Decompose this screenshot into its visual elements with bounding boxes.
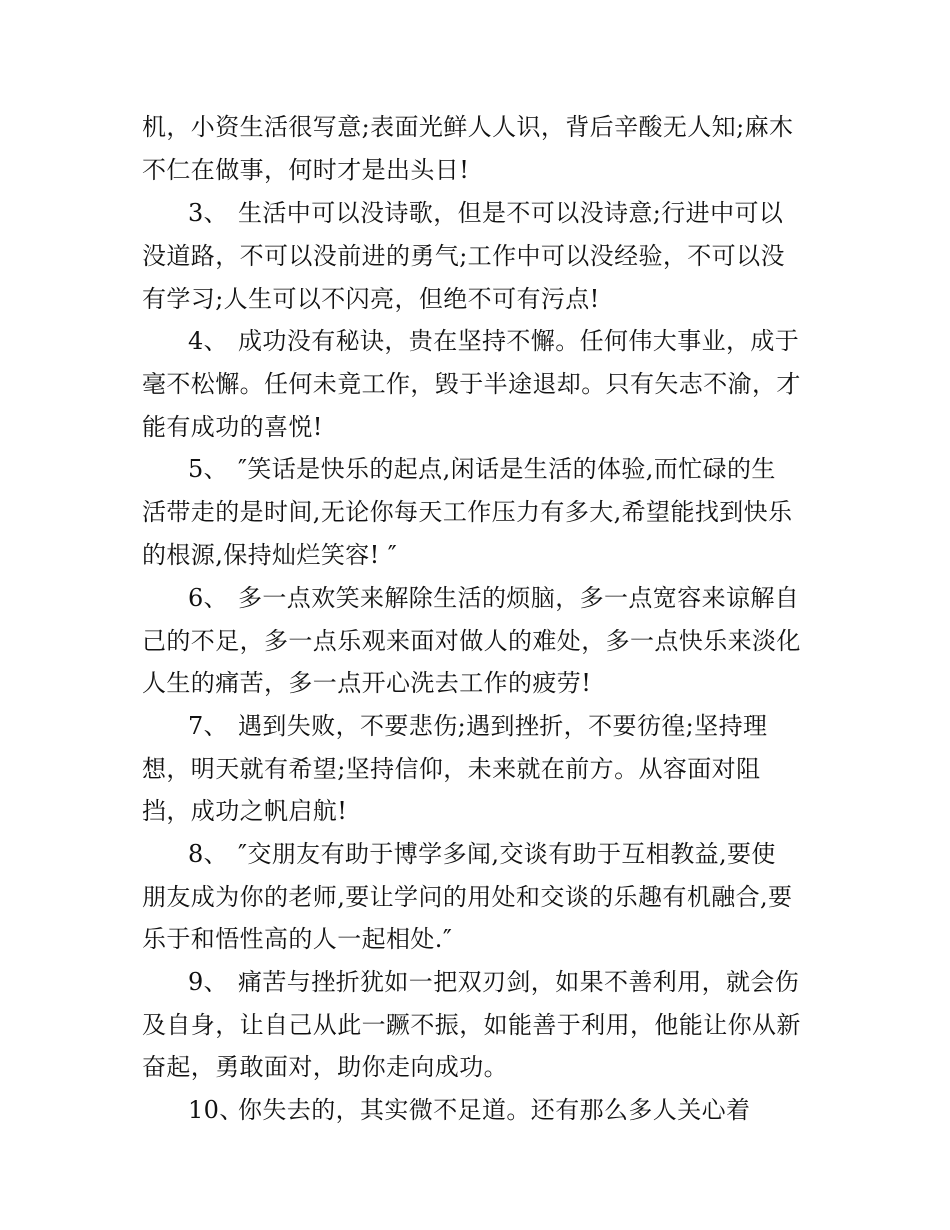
text-line: 毫不松懈。任何未竟工作，毁于半途退却。只有矢志不渝，才 <box>142 370 801 398</box>
item-number: 4、 <box>188 327 229 355</box>
item-text: 遇到失败，不要悲伤;遇到挫折，不要彷徨;坚持理 <box>238 712 768 740</box>
list-item-3 <box>188 192 828 234</box>
text-line: 的根源,保持灿烂笑容! ″ <box>142 541 398 569</box>
item-number: 5、 <box>188 455 229 483</box>
item-number: 3、 <box>188 199 229 227</box>
item-text: 成功没有秘诀，贵在坚持不懈。任何伟大事业，成于 <box>238 327 800 355</box>
item-number: 7、 <box>188 712 229 740</box>
text-line: 不仁在做事，何时才是出头日! <box>142 156 470 184</box>
text-line: 朋友成为你的老师,要让学问的用处和交谈的乐趣有机融合,要 <box>142 883 793 911</box>
item-number: 10、 <box>188 1096 244 1124</box>
item-text: 多一点欢笑来解除生活的烦脑，多一点宽容来谅解自 <box>238 584 800 612</box>
text-line: 想，明天就有希望;坚持信仰，未来就在前方。从容面对阻 <box>142 755 761 783</box>
item-text: ″交朋友有助于博学多闻,交谈有助于互相教益,要使 <box>238 840 776 868</box>
item-number: 6、 <box>188 584 229 612</box>
list-item-8 <box>188 833 828 875</box>
item-text: 生活中可以没诗歌，但是不可以没诗意;行进中可以 <box>238 199 784 227</box>
text-line: 没道路，不可以没前进的勇气;工作中可以没经验，不可以没 <box>142 242 785 270</box>
text-line: 奋起，勇敢面对，助你走向成功。 <box>142 1053 508 1081</box>
list-item-9 <box>188 961 828 1003</box>
item-number: 9、 <box>188 968 229 996</box>
item-text: 痛苦与挫折犹如一把双刃剑，如果不善利用，就会伤 <box>238 968 800 996</box>
list-item-10 <box>188 1089 828 1131</box>
text-line: 人生的痛苦，多一点开心洗去工作的疲劳! <box>142 669 592 697</box>
item-text: ″笑话是快乐的起点,闲话是生活的体验,而忙碌的生 <box>238 455 776 483</box>
item-number: 8、 <box>188 840 229 868</box>
text-line: 能有成功的喜悦! <box>142 413 323 441</box>
text-line: 有学习;人生可以不闪亮，但绝不可有污点! <box>142 285 600 313</box>
text-line: 己的不足，多一点乐观来面对做人的难处，多一点快乐来淡化 <box>142 627 801 655</box>
text-line: 及自身，让自己从此一蹶不振，如能善于利用，他能让你从新 <box>142 1011 801 1039</box>
list-item-6 <box>188 577 828 619</box>
item-text: 你失去的，其实微不足道。还有那么多人关心着 <box>238 1096 751 1124</box>
list-item-4 <box>188 320 828 362</box>
text-line: 挡，成功之帆启航! <box>142 797 348 825</box>
list-item-5 <box>188 448 828 490</box>
text-line: 乐于和悟性高的人一起相处.″ <box>142 925 453 953</box>
list-item-7 <box>188 705 828 747</box>
text-line: 机，小资生活很写意;表面光鲜人人识，背后辛酸无人知;麻木 <box>142 113 794 141</box>
text-line: 活带走的是时间,无论你每天工作压力有多大,希望能找到快乐 <box>142 498 793 526</box>
